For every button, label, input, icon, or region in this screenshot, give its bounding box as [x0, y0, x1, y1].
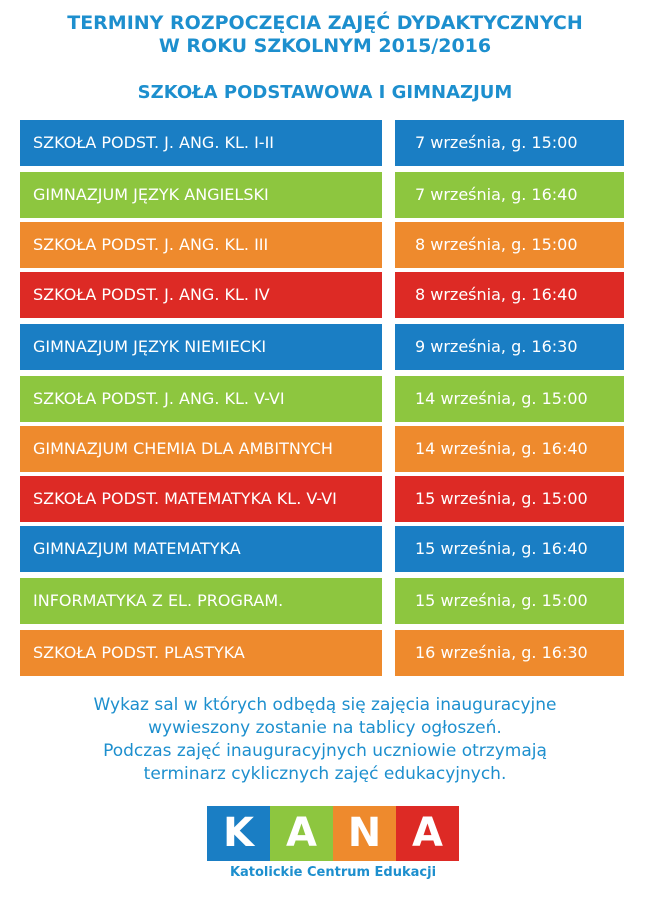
logo-tagline: Katolickie Centrum Edukacji	[229, 865, 437, 880]
course-name: GIMNAZJUM JĘZYK ANGIELSKI	[20, 172, 382, 218]
page-title	[0, 12, 650, 58]
course-start-date: 14 września, g. 15:00	[395, 376, 624, 422]
course-name: GIMNAZJUM JĘZYK NIEMIECKI	[20, 324, 382, 370]
course-start-date: 15 września, g. 15:00	[395, 578, 624, 624]
schedule-row	[20, 578, 624, 624]
course-start-date: 9 września, g. 16:30	[395, 324, 624, 370]
info-line: Podczas zajęć inauguracyjnych uczniowie otrzymają	[103, 741, 547, 761]
schedule-row	[20, 222, 624, 268]
schedule-table	[20, 120, 624, 676]
info-line: Wykaz sal w których odbędą się zajęcia inauguracyjne	[93, 695, 557, 715]
schedule-row	[20, 526, 624, 572]
logo-letter-n: N	[333, 806, 396, 861]
logo-letter-a-second: A	[396, 806, 459, 861]
course-name: SZKOŁA PODST. MATEMATYKA KL. V-VI	[20, 476, 382, 522]
course-name: SZKOŁA PODST. PLASTYKA	[20, 630, 382, 676]
schedule-row	[20, 172, 624, 218]
info-line: wywieszony zostanie na tablicy ogłoszeń.	[148, 718, 502, 738]
schedule-row	[20, 376, 624, 422]
schedule-row	[20, 272, 624, 318]
course-start-date: 14 września, g. 16:40	[395, 426, 624, 472]
title-line-1: TERMINY ROZPOCZĘCIA ZAJĘĆ DYDAKTYCZNYCH	[67, 12, 583, 34]
course-start-date: 7 września, g. 16:40	[395, 172, 624, 218]
course-start-date: 16 września, g. 16:30	[395, 630, 624, 676]
logo-letter-a: A	[270, 806, 333, 861]
course-name: SZKOŁA PODST. J. ANG. KL. III	[20, 222, 382, 268]
schedule-row	[20, 120, 624, 166]
course-start-date: 7 września, g. 15:00	[395, 120, 624, 166]
logo-letter-k: K	[207, 806, 270, 861]
course-name: GIMNAZJUM MATEMATYKA	[20, 526, 382, 572]
course-name: INFORMATYKA Z EL. PROGRAM.	[20, 578, 382, 624]
page-subtitle: SZKOŁA PODSTAWOWA I GIMNAZJUM	[137, 82, 513, 103]
course-name: GIMNAZJUM CHEMIA DLA AMBITNYCH	[20, 426, 382, 472]
schedule-row	[20, 324, 624, 370]
course-name: SZKOŁA PODST. J. ANG. KL. IV	[20, 272, 382, 318]
schedule-row	[20, 476, 624, 522]
course-start-date: 8 września, g. 16:40	[395, 272, 624, 318]
title-line-2: W ROKU SZKOLNYM 2015/2016	[158, 35, 492, 57]
kana-logo	[207, 806, 459, 892]
schedule-row	[20, 426, 624, 472]
course-name: SZKOŁA PODST. J. ANG. KL. V-VI	[20, 376, 382, 422]
course-name: SZKOŁA PODST. J. ANG. KL. I-II	[20, 120, 382, 166]
schedule-row	[20, 630, 624, 676]
course-start-date: 8 września, g. 15:00	[395, 222, 624, 268]
info-line: terminarz cyklicznych zajęć edukacyjnych.	[143, 764, 507, 784]
info-note	[0, 694, 650, 786]
course-start-date: 15 września, g. 15:00	[395, 476, 624, 522]
course-start-date: 15 września, g. 16:40	[395, 526, 624, 572]
